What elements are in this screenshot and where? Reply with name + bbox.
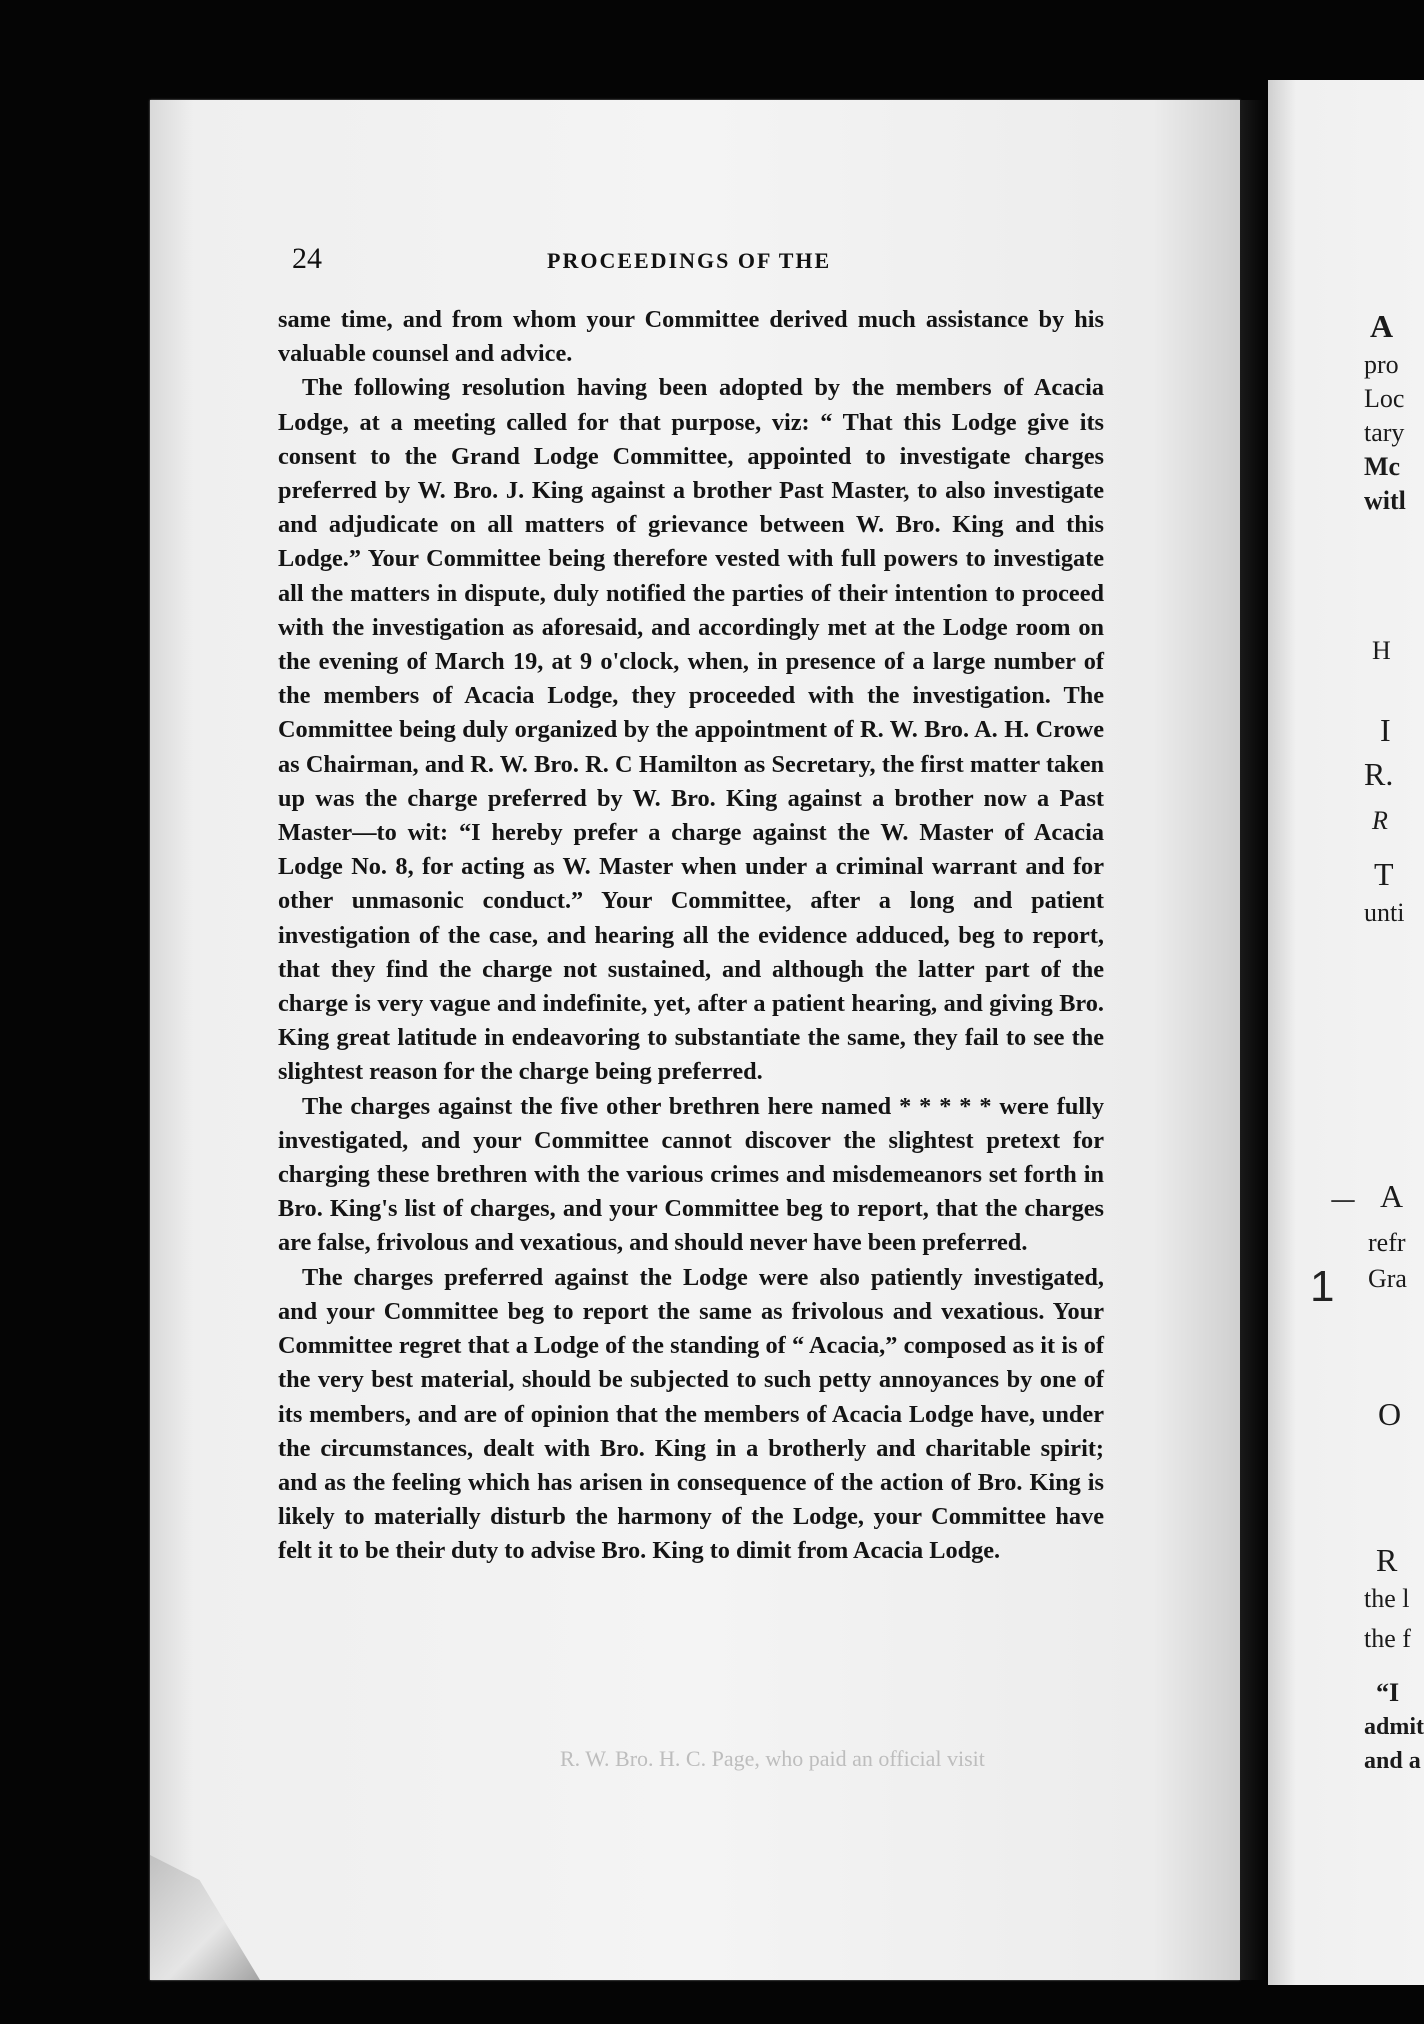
facing-fragment: Mc: [1364, 452, 1401, 481]
facing-fragment: R.: [1364, 756, 1394, 792]
facing-fragment: admit: [1364, 1714, 1424, 1740]
body-text: [278, 303, 1104, 1569]
paragraph: The following resolution having been adopted by the members of Acacia Lodge, at a meeting called for that purpose, viz: “ That this Lodge give its consent to the Grand Lodge Committee, appointed to investigate charges preferred by W. Bro. J. King against a brother Past Master, to also investigate and adjudicate on all matters of grievance between W. Bro. King and this Lodge.” Your Committee being therefore vested with full powers to investigate all the matters in dispute, duly notified the parties of their intention to proceed with the investigation as aforesaid, and accordingly met at the Lodge room on the evening of March 19, at 9 o'clock, when, in presence of a large number of the members of Acacia Lodge, they proceeded with the investigation. The Committee being duly organized by the appointment of R. W. Bro. A. H. Crowe as Chairman, and R. W. Bro. R. C Hamilton as Secretary, the first matter taken up was the charge preferred by W. Bro. King against a brother now a Past Master—to wit: “I hereby prefer a charge against the W. Master of Acacia Lodge No. 8, for acting as W. Master when under a criminal warrant and for other unmasonic conduct.” Your Committee, after a long and patient investigation of the case, and hearing all the evidence adduced, beg to report, that they find the charge not sustained, and although the latter part of the charge is very vague and indefinite, yet, after a patient hearing, and giving Bro. King great latitude in endeavoring to substantiate the same, they fail to see the slightest reason for the charge being preferred.: [278, 374, 1104, 1086]
facing-fragment: I: [1380, 712, 1391, 748]
book-gutter: [1240, 100, 1270, 1980]
facing-fragment: witl: [1364, 486, 1406, 515]
facing-fragment: the f: [1364, 1624, 1411, 1653]
facing-fragment: H: [1372, 636, 1391, 665]
paragraph: same time, and from whom your Committee derived much assistance by his valuable counsel and advice.: [278, 306, 1104, 368]
facing-fragment: unti: [1364, 898, 1405, 927]
facing-page-edge: [1268, 80, 1424, 1985]
page-number: 24: [292, 242, 322, 275]
page-header: [292, 242, 1122, 282]
paragraph: The charges preferred against the Lodge were also patiently investigated, and your Committee beg to report the same as frivolous and vexatious. Your Committee regret that a Lodge of the standing of “ Acacia,” composed as it is of the very best material, should be subjected to such petty annoyances by one of its members, and are of opinion that the members of Acacia Lodge have, under the circumstances, dealt with Bro. King in a brotherly and charitable spirit; and as the feeling which has arisen in consequence of the action of Bro. King is likely to materially disturb the harmony of the Lodge, your Committee have felt it to be their duty to advise Bro. King to dimit from Acacia Lodge.: [278, 1263, 1104, 1565]
paragraph: The charges against the five other brethren here named * * * * * were fully investigated, and your Committee cannot discover the slightest pretext for charging these brethren with the various crimes and misdemeanors set forth in Bro. King's list of charges, and your Committee beg to report, that the charges are false, frivolous and vexatious, and should never have been preferred.: [278, 1092, 1104, 1257]
facing-fragment: A: [1370, 308, 1394, 344]
running-head: PROCEEDINGS OF THE: [547, 248, 832, 273]
facing-fragment: refr: [1368, 1228, 1406, 1257]
facing-fragment: R: [1376, 1542, 1398, 1578]
facing-fragment: Gra: [1368, 1264, 1407, 1293]
facing-fragment: R: [1372, 806, 1388, 835]
facing-fragment: T: [1374, 856, 1394, 892]
facing-fragment: O: [1378, 1396, 1402, 1432]
facing-fragment: and a: [1364, 1748, 1421, 1774]
margin-dash-mark: —: [1330, 1185, 1356, 1215]
facing-fragment: Loc: [1364, 384, 1405, 413]
facing-fragment: “I: [1376, 1678, 1400, 1707]
facing-fragment: pro: [1364, 350, 1399, 379]
margin-pencil-mark: 1: [1310, 1262, 1335, 1311]
bleed-through-text: R. W. Bro. H. C. Page, who paid an official visit: [560, 1746, 985, 1771]
facing-fragment: the l: [1364, 1584, 1410, 1613]
facing-fragment: A: [1380, 1178, 1404, 1214]
facing-fragment: tary: [1364, 418, 1405, 447]
